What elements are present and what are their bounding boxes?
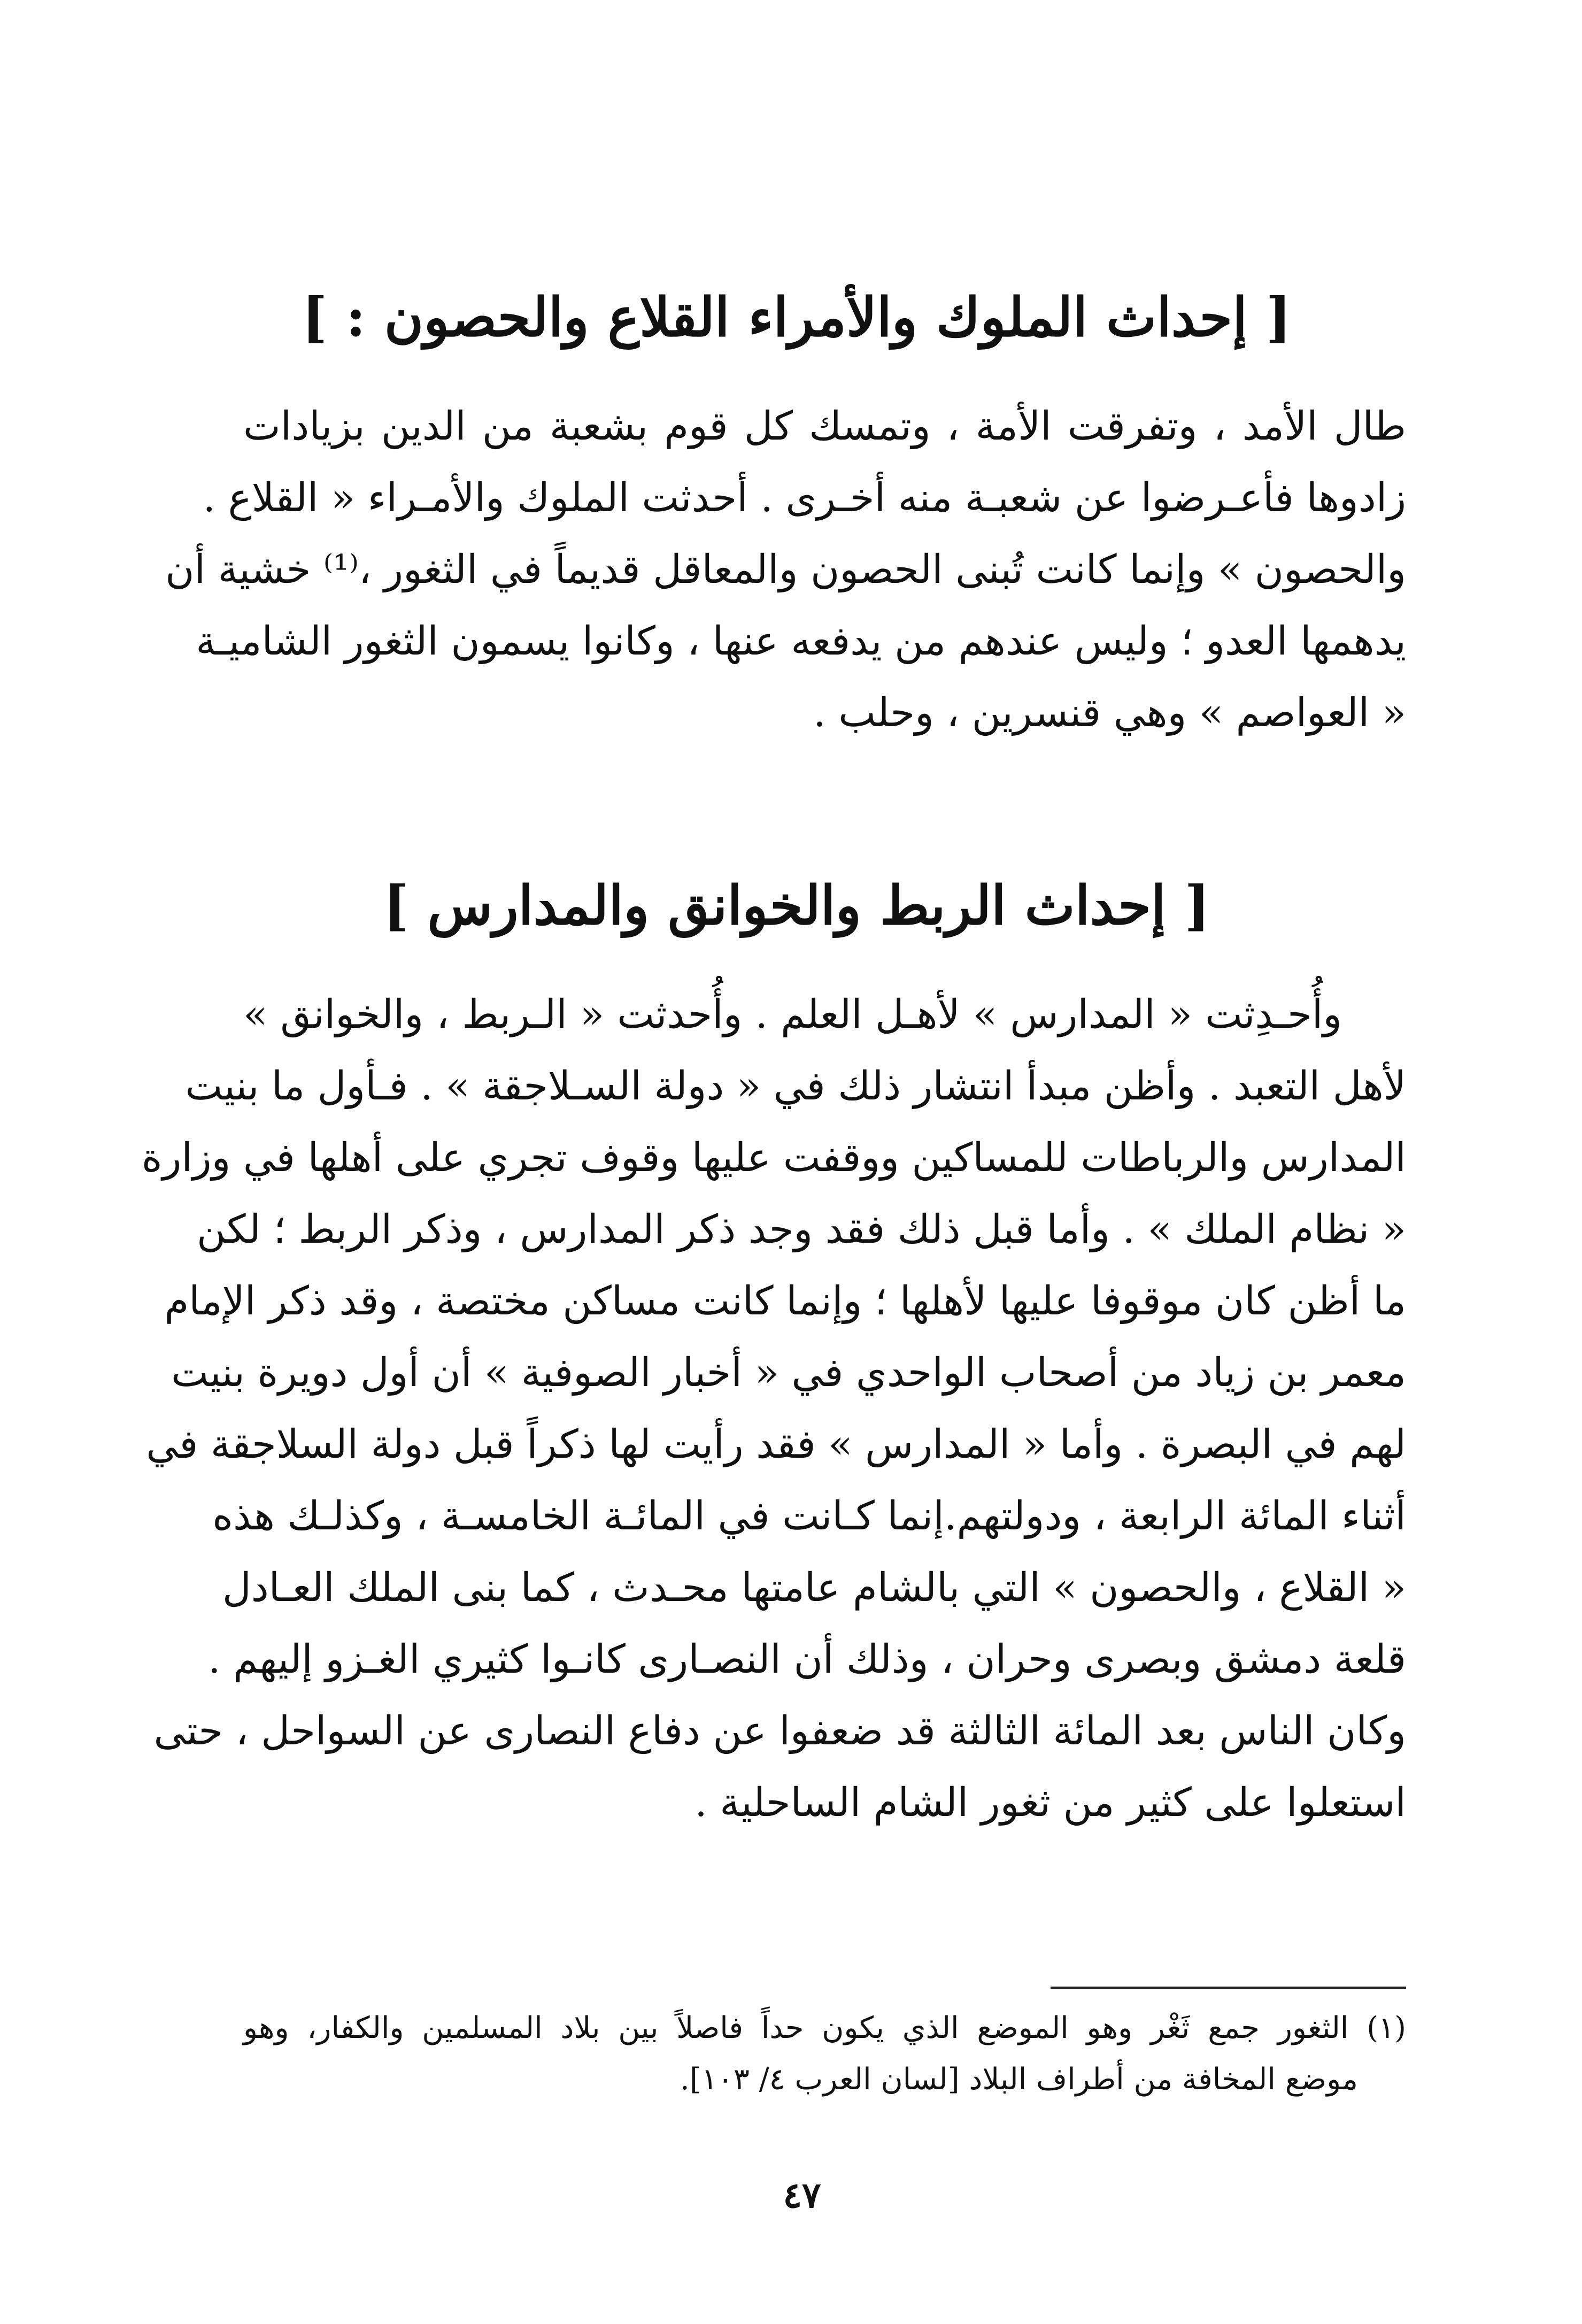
text-line: لأهل التعبد . وأظن مبدأ انتشار ذلك في « دولة السـلاجقة » . فـأول ما بنيت xyxy=(185,1063,1406,1109)
text-line: ما أظن كان موقوفا عليها لأهلها ؛ وإنما كانت مساكن مختصة ، وقد ذكر الإمام xyxy=(164,1278,1406,1324)
footnote-line: موضع المخافة من أطراف البلاد [لسان العرب ٤/ ١٠٣]. xyxy=(680,2062,1358,2097)
text-line: المدارس والرباطات للمساكين ووقفت عليها وقوف تجري على أهلها في وزارة xyxy=(141,1135,1406,1181)
text-line: « القلاع ، والحصون » التي بالشام عامتها محـدث ، كما بنى الملك العـادل xyxy=(222,1565,1406,1611)
paragraph-castles xyxy=(165,390,1406,749)
text-line: لهم في البصرة . وأما « المدارس » فقد رأيت لها ذكراً قبل دولة السلاجقة في xyxy=(146,1421,1406,1467)
section-heading-castles: [ إحداث الملوك والأمراء القلاع والحصون : ] xyxy=(302,286,1292,349)
text-line: طال الأمد ، وتفرقت الأمة ، وتمسك كل قوم بشعبة من الدين بزيادات xyxy=(243,403,1406,449)
text-line: أثناء المائة الرابعة ، ودولتهم.إنما كـانت في المائـة الخامسـة ، وكذلـك هذه xyxy=(212,1493,1406,1539)
text-line: قلعة دمشق وبصرى وحران ، وذلك أن النصـارى كانـوا كثيري الغـزو إليهم . xyxy=(207,1636,1406,1682)
footnote-divider xyxy=(1051,1987,1406,1989)
text-line: يدهمها العدو ؛ وليس عندهم من يدفعه عنها ، وكانوا يسمون الثغور الشاميـة xyxy=(196,618,1406,664)
section-heading-schools: [ إحداث الربط والخوانق والمدارس ] xyxy=(383,874,1210,937)
text-line: « العواصم » وهي قنسرين ، وحلب . xyxy=(813,690,1406,736)
page-number: ٤٧ xyxy=(783,2174,821,2216)
text-line: وأُحـدِثت « المدارس » لأهـل العلم . وأُحدثت « الـربط ، والخوانق » xyxy=(243,991,1342,1037)
text-line: زادوها فأعـرضوا عن شعبـة منه أخـرى . أحدثت الملوك والأمـراء « القلاع . xyxy=(203,475,1406,521)
text-line: معمر بن زياد من أصحاب الواحدي في « أخبار الصوفية » أن أول دويرة بنيت xyxy=(171,1350,1406,1396)
text-line: والحصون » وإنما كانت تُبنى الحصون والمعاقل قديماً في الثغور ،⁽¹⁾ خشية أن xyxy=(165,547,1406,592)
text-line: وكان الناس بعد المائة الثالثة قد ضعفوا عن دفاع النصارى عن السواحل ، حتى xyxy=(153,1708,1406,1754)
paragraph-schools xyxy=(141,979,1406,1838)
footnote xyxy=(243,2003,1406,2105)
footnote-line: (١) الثغور جمع ثَغْر وهو الموضع الذي يكون حداً فاصلاً بين بلاد المسلمين والكفار، وهو xyxy=(243,2011,1406,2045)
text-line: « نظام الملك » . وأما قبل ذلك فقد وجد ذكر المدارس ، وذكر الربط ؛ لكن xyxy=(197,1206,1406,1252)
text-line: استعلوا على كثير من ثغور الشام الساحلية . xyxy=(694,1780,1406,1826)
